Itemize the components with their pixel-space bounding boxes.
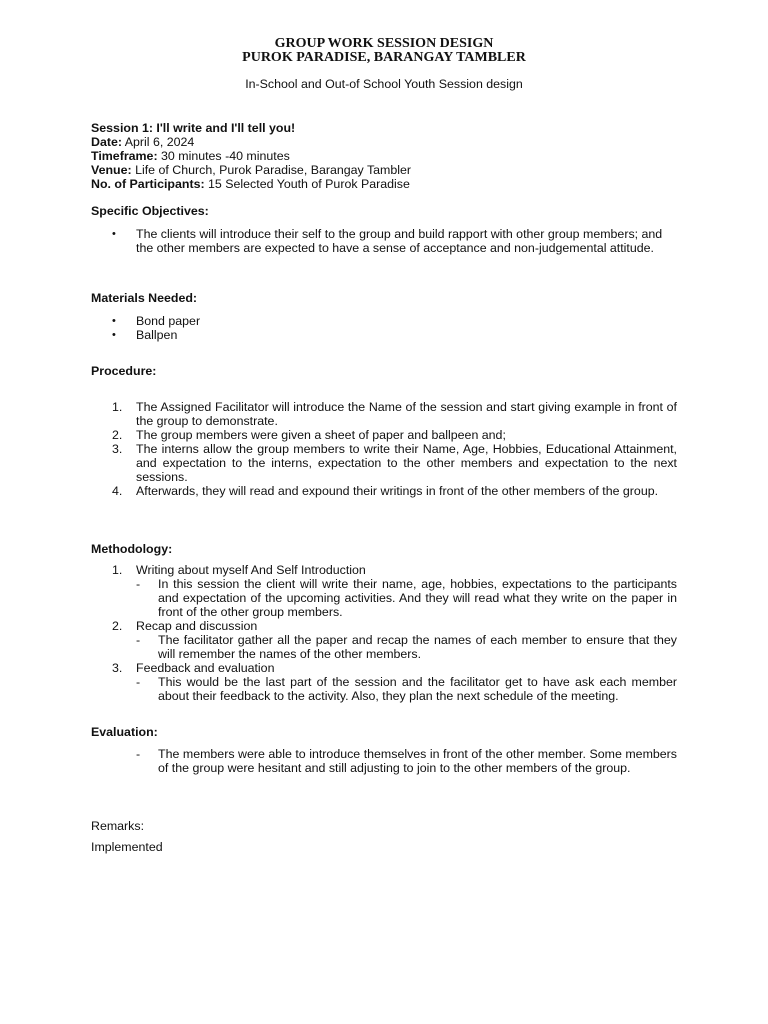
evaluation-heading: Evaluation:: [91, 725, 158, 739]
venue-value: Life of Church, Purok Paradise, Barangay Tambler: [131, 163, 412, 177]
session-title: Session 1: I'll write and I'll tell you!: [91, 121, 296, 135]
materials-heading: Materials Needed:: [91, 291, 198, 305]
methodology-heading: Methodology:: [91, 542, 173, 556]
document-title-line1: GROUP WORK SESSION DESIGN: [274, 36, 494, 51]
objective-text: The clients will introduce their self to the group and build rapport with other group members; and the other members are expected to have a sense of acceptance and non-judgemental attitude.: [136, 227, 663, 255]
remarks-value: Implemented: [91, 840, 163, 854]
venue-row: [91, 163, 411, 177]
venue-label: Venue:: [91, 163, 132, 177]
item-title: Feedback and evaluation: [136, 661, 275, 675]
detail-text: The facilitator gather all the paper and recap the names of each member to ensure that they will remember the names of the other members.: [158, 633, 677, 661]
item-title: Recap and discussion: [136, 619, 258, 633]
item-number: 2.: [112, 619, 123, 633]
objectives-heading: Specific Objectives:: [91, 204, 209, 218]
dash-icon: -: [136, 633, 141, 647]
bullet-icon: •: [112, 315, 116, 327]
evaluation-text: The members were able to introduce themselves in front of the other member. Some members of the group were hesitant and still adjusting to join to the other members of the group.: [158, 747, 677, 775]
detail-text: In this session the client will write their name, age, hobbies, expectations to the participants and expectation of the upcoming activities. And they will read what they write on the paper in front of the other group members.: [158, 577, 677, 619]
dash-icon: -: [136, 747, 141, 761]
item-number: 1.: [112, 563, 123, 577]
participants-row: [91, 177, 410, 191]
step-number: 3.: [112, 442, 123, 456]
document-subtitle: In-School and Out-of School Youth Session design: [245, 77, 523, 91]
item-number: 3.: [112, 661, 123, 675]
step-number: 1.: [112, 400, 123, 414]
participants-value: 15 Selected Youth of Purok Paradise: [204, 177, 410, 191]
step-text: Afterwards, they will read and expound their writings in front of the other members of the group.: [136, 484, 659, 498]
step-number: 2.: [112, 428, 123, 442]
bullet-icon: •: [112, 329, 116, 341]
material-text: Bond paper: [136, 314, 201, 328]
timeframe-value: 30 minutes -40 minutes: [157, 149, 290, 163]
dash-icon: -: [136, 675, 141, 689]
material-text: Ballpen: [136, 328, 178, 342]
procedure-heading: Procedure:: [91, 364, 157, 378]
date-row: [91, 135, 194, 149]
step-text: The interns allow the group members to write their Name, Age, Hobbies, Educational Attainment, and expectation to the interns, expectation to the other members and expectation to the next sessions.: [136, 442, 677, 484]
step-text: The Assigned Facilitator will introduce the Name of the session and start giving example in front of the group to demonstrate.: [136, 400, 677, 428]
date-value: April 6, 2024: [121, 135, 195, 149]
detail-text: This would be the last part of the session and the facilitator get to have ask each member about their feedback to the activity. Also, they plan the next schedule of the meeting.: [158, 675, 677, 703]
remarks-label: Remarks:: [91, 819, 145, 833]
date-label: Date:: [91, 135, 122, 149]
bullet-icon: •: [112, 228, 116, 240]
participants-label: No. of Participants:: [91, 177, 205, 191]
document-title-line2: PUROK PARADISE, BARANGAY TAMBLER: [242, 50, 526, 65]
step-number: 4.: [112, 484, 123, 498]
item-title: Writing about myself And Self Introduction: [136, 563, 366, 577]
timeframe-row: [91, 149, 290, 163]
dash-icon: -: [136, 577, 141, 591]
step-text: The group members were given a sheet of paper and ballpeen and;: [136, 428, 506, 442]
timeframe-label: Timeframe:: [91, 149, 158, 163]
